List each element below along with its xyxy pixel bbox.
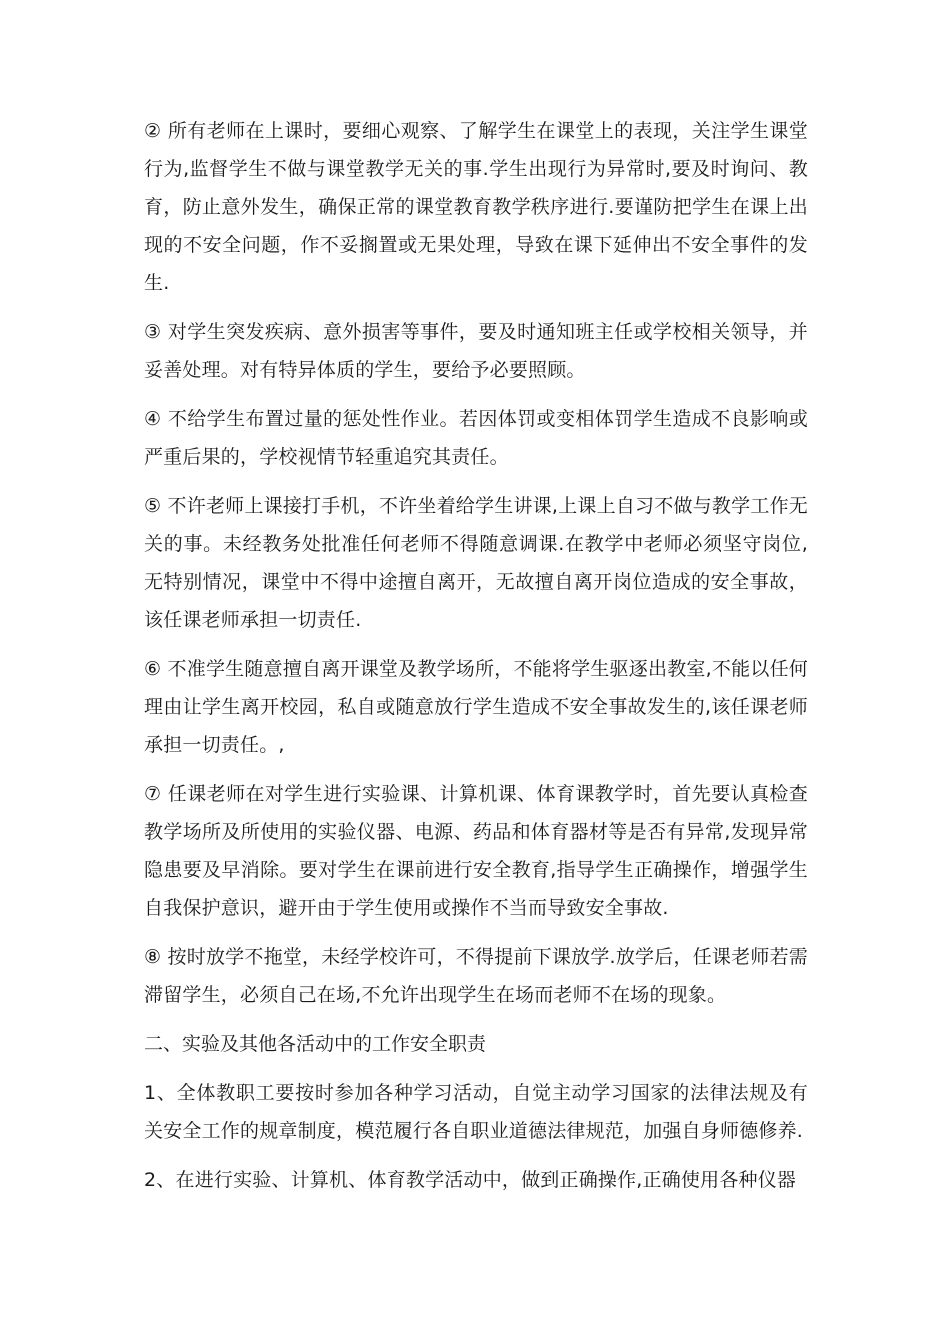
paragraph-item-5: ⑤ 不许老师上课接打手机，不许坐着给学生讲课,上课上自习不做与教学工作无关的事。未经教务处批准任何老师不得随意调课.在教学中老师必须坚守岗位,无特别情况，课堂中不得中途擅自离开，无故擅自离开岗位造成的安全事故，该任课老师承担一切责任. [144,495,808,631]
paragraph-item-8: ⑧ 按时放学不拖堂，未经学校许可，不得提前下课放学.放学后，任课老师若需滞留学生，必须自己在场,不允许出现学生在场而老师不在场的现象。 [144,946,808,1006]
paragraph-item-6: ⑥ 不准学生随意擅自离开课堂及教学场所，不能将学生驱逐出教室,不能以任何理由让学生离开校园，私自或随意放行学生造成不安全事故发生的,该任课老师承担一切责任。, [144,658,808,756]
paragraph-item-4: ④ 不给学生布置过量的惩处性作业。若因体罚或变相体罚学生造成不良影响或严重后果的，学校视情节轻重追究其责任。 [144,408,808,468]
paragraph-item-2: ② 所有老师在上课时，要细心观察、了解学生在课堂上的表现，关注学生课堂行为,监督学生不做与课堂教学无关的事.学生出现行为异常时,要及时询问、教育，防止意外发生，确保正常的课堂教育教学秩序进行.要谨防把学生在课上出现的不安全问题，作不妥搁置或无果处理，导致在课下延伸出不安全事件的发生. [144,120,808,294]
section-heading: 二、实验及其他各活动中的工作安全职责 [144,1033,487,1055]
document-page [144,112,808,1210]
section-paragraph-2: 2、在进行实验、计算机、体育教学活动中，做到正确操作,正确使用各种仪器 [144,1169,797,1191]
paragraph-item-7: ⑦ 任课老师在对学生进行实验课、计算机课、体育课教学时，首先要认真检查教学场所及所使用的实验仪器、电源、药品和体育器材等是否有异常,发现异常隐患要及早消除。要对学生在课前进行安全教育,指导学生正确操作，增强学生自我保护意识，避开由于学生使用或操作不当而导致安全事故. [144,783,808,919]
paragraph-item-3: ③ 对学生突发疾病、意外损害等事件，要及时通知班主任或学校相关领导，并妥善处理。对有特异体质的学生，要给予必要照顾。 [144,321,808,381]
section-paragraph-1: 1、全体教职工要按时参加各种学习活动，自觉主动学习国家的法律法规及有关安全工作的规章制度，模范履行各自职业道德法律规范，加强自身师德修养. [144,1082,808,1142]
